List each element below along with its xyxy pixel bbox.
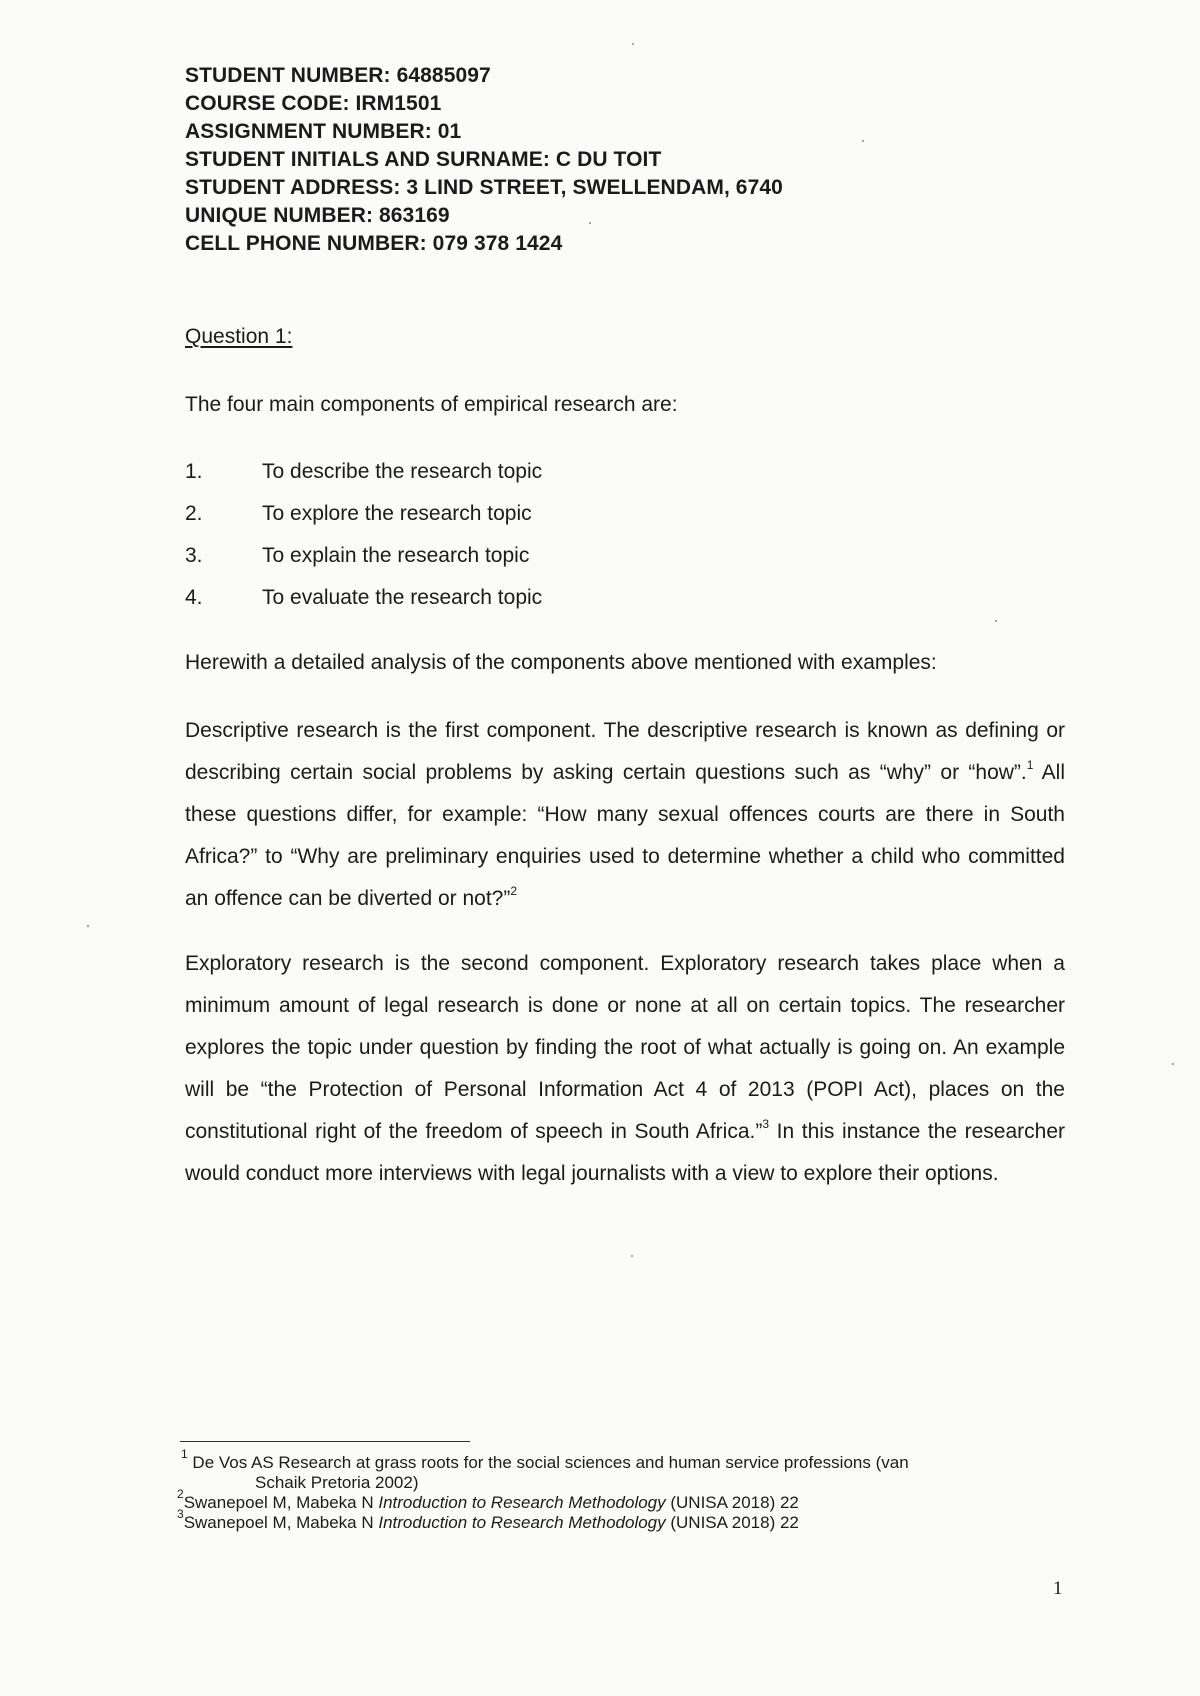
footnote-ref-3: 3 xyxy=(762,1117,770,1131)
footnote-divider xyxy=(180,1441,470,1442)
footnote-3 xyxy=(177,1507,1065,1533)
list-item-number: 1. xyxy=(185,460,203,483)
paragraph-text: Descriptive research is the first component. The descriptive research is known as defining or describing certain social problems by asking certain questions such as “why” or “how”. xyxy=(185,719,1065,784)
exploratory-research-paragraph xyxy=(185,943,1065,1195)
footnote-number: 1 xyxy=(181,1447,188,1461)
list-item xyxy=(185,584,542,626)
list-item xyxy=(185,542,542,584)
list-item xyxy=(185,500,542,542)
paragraph-text: In this instance the researcher would conduct more interviews with legal journalists with a view to explore their options. xyxy=(185,1120,1066,1185)
footnote-author: Swanepoel M, Mabeka N xyxy=(183,1513,379,1532)
page-number: 1 xyxy=(1053,1578,1063,1599)
scan-speck xyxy=(87,925,89,927)
list-item xyxy=(185,458,542,500)
footnote-ref-2: 2 xyxy=(510,884,518,898)
paragraph-text: All these questions differ, for example: “How many sexual offences courts are there in South Africa?” to “Why are preliminary enquiries used to determine whether a child who committed an offence can be diverted or not?” xyxy=(185,761,1065,910)
scan-speck xyxy=(1172,1063,1174,1065)
paragraph-text: Exploratory research is the second component. Exploratory research takes place when a minimum amount of legal research is done or none at all on certain topics. The researcher explores the topic under question by finding the root of what actually is going on. An example will be “the Protection of Personal Information Act 4 of 2013 (POPI Act), places on the constitutional right of the freedom of speech in South Africa.” xyxy=(185,952,1065,1143)
scan-speck xyxy=(589,222,591,224)
list-item-text: To explain the research topic xyxy=(262,544,530,567)
list-item-text: To evaluate the research topic xyxy=(262,586,543,609)
list-item-number: 2. xyxy=(185,502,203,525)
footnote-ref-1: 1 xyxy=(1026,758,1034,772)
scan-speck xyxy=(631,1255,633,1257)
scan-speck xyxy=(995,620,997,622)
footnote-title: Introduction to Research Methodology xyxy=(378,1493,666,1512)
unique-number: UNIQUE NUMBER: 863169 xyxy=(185,204,450,227)
question-title: Question 1: xyxy=(185,325,293,348)
question-intro: The four main components of empirical research are: xyxy=(185,393,678,416)
student-name: STUDENT INITIALS AND SURNAME: C DU TOIT xyxy=(185,148,662,171)
footnote-author: Swanepoel M, Mabeka N xyxy=(183,1493,379,1512)
list-item-text: To explore the research topic xyxy=(262,502,532,525)
list-item-text: To describe the research topic xyxy=(262,460,543,483)
student-number: STUDENT NUMBER: 64885097 xyxy=(185,64,491,87)
cell-phone-number: CELL PHONE NUMBER: 079 378 1424 xyxy=(185,232,563,255)
student-details-header xyxy=(185,62,783,258)
analysis-intro: Herewith a detailed analysis of the components above mentioned with examples: xyxy=(185,651,937,674)
course-code: COURSE CODE: IRM1501 xyxy=(185,92,442,115)
descriptive-research-paragraph xyxy=(185,710,1065,920)
footnote-number: 2 xyxy=(177,1487,184,1501)
footnote-source: (UNISA 2018) 22 xyxy=(665,1513,799,1532)
footnote-text: De Vos AS Research at grass roots for the social sciences and human service professions (van xyxy=(187,1453,909,1472)
footnote-title: Introduction to Research Methodology xyxy=(378,1513,666,1532)
student-address: STUDENT ADDRESS: 3 LIND STREET, SWELLENDAM, 6740 xyxy=(185,176,783,199)
footnote-2 xyxy=(177,1487,1065,1513)
list-item-number: 4. xyxy=(185,586,203,609)
scan-speck xyxy=(862,140,864,142)
footnote-continuation: Schaik Pretoria 2002) xyxy=(255,1473,419,1492)
footnotes xyxy=(177,1447,1065,1533)
list-item-number: 3. xyxy=(185,544,203,567)
components-list xyxy=(185,458,542,626)
scan-speck xyxy=(632,43,634,45)
footnote-number: 3 xyxy=(177,1507,184,1521)
footnote-1 xyxy=(177,1447,1065,1493)
footnote-source: (UNISA 2018) 22 xyxy=(665,1493,799,1512)
assignment-number: ASSIGNMENT NUMBER: 01 xyxy=(185,120,462,143)
